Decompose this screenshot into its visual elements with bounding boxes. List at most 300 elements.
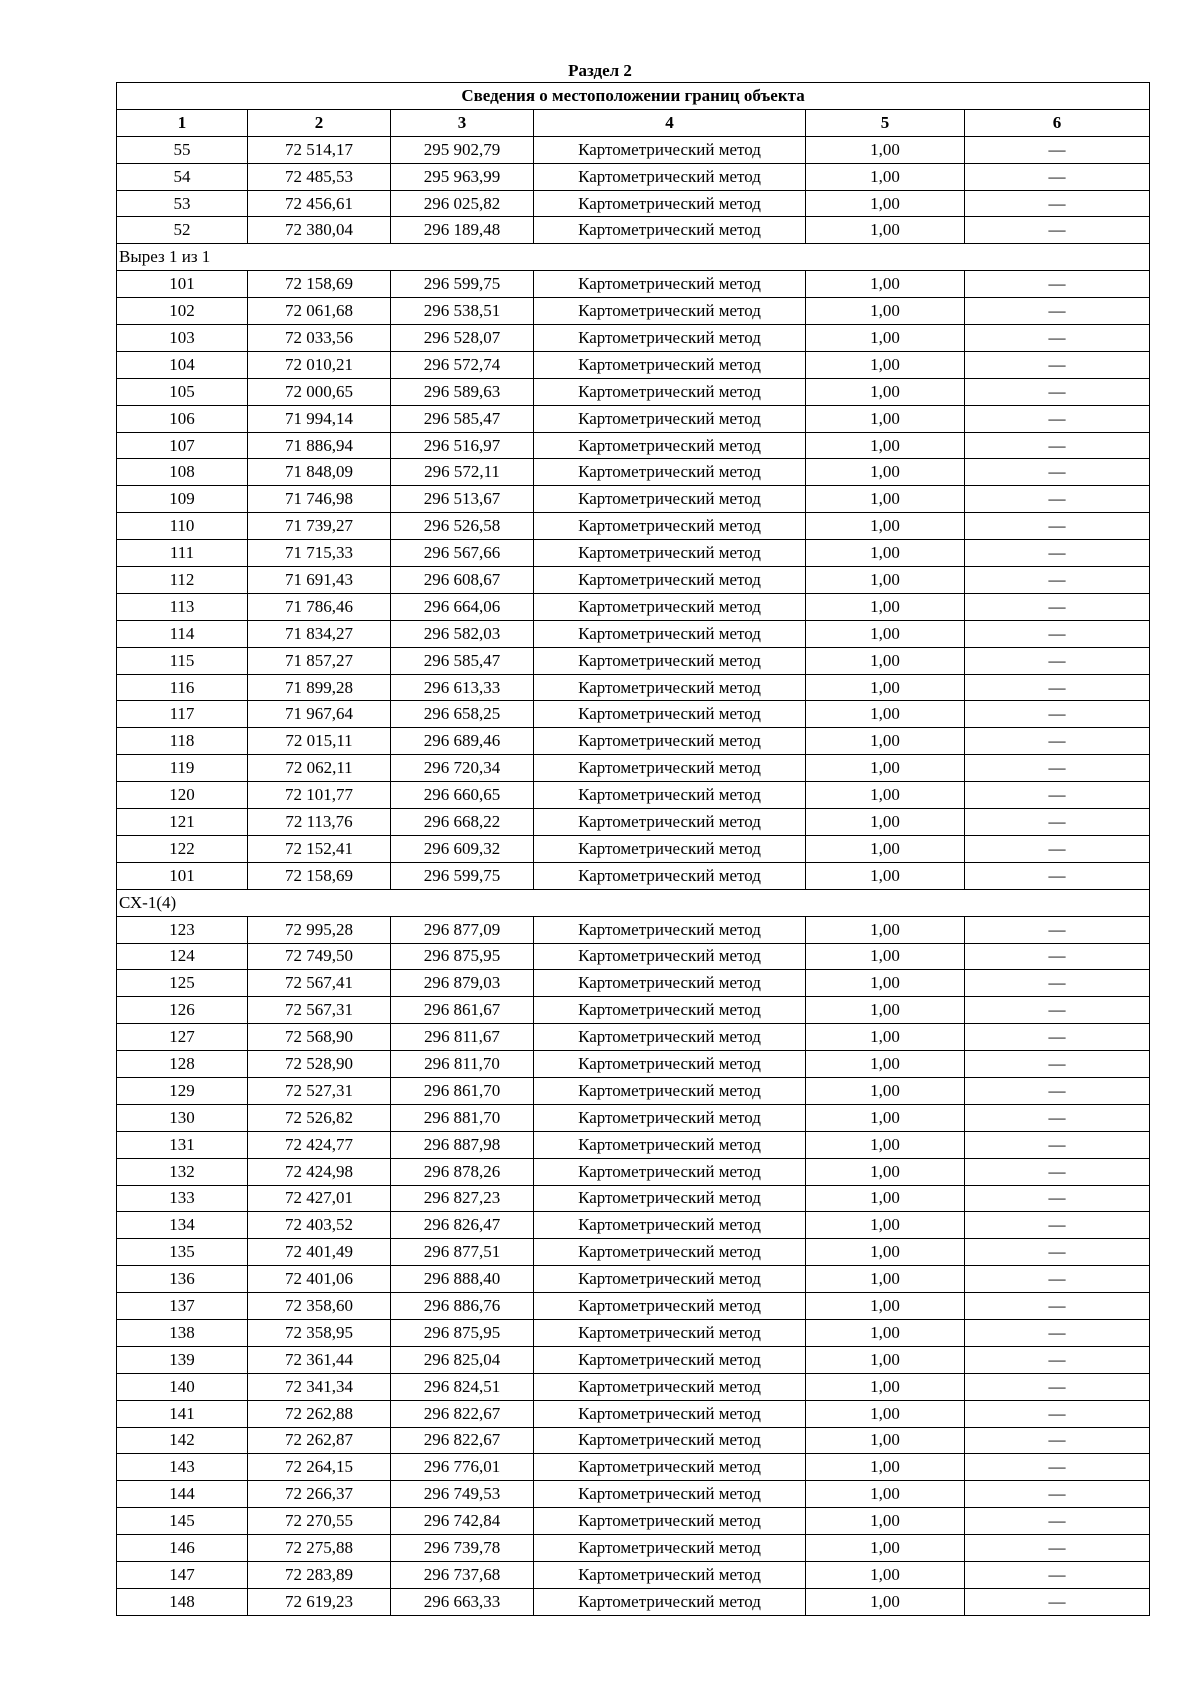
method-cell: Картометрический метод	[534, 1454, 806, 1481]
accuracy-cell: 1,00	[806, 1588, 965, 1615]
column-header: 6	[965, 109, 1150, 136]
x-coordinate-cell: 72 262,87	[248, 1427, 391, 1454]
x-coordinate-cell: 72 262,88	[248, 1400, 391, 1427]
description-cell: —	[965, 459, 1150, 486]
y-coordinate-cell: 296 811,67	[391, 1024, 534, 1051]
description-cell: —	[965, 1319, 1150, 1346]
x-coordinate-cell: 72 275,88	[248, 1535, 391, 1562]
column-header: 1	[117, 109, 248, 136]
description-cell: —	[965, 217, 1150, 244]
table-row	[117, 916, 1150, 943]
description-cell: —	[965, 970, 1150, 997]
y-coordinate-cell: 296 609,32	[391, 835, 534, 862]
point-number-cell: 131	[117, 1131, 248, 1158]
description-cell: —	[965, 1051, 1150, 1078]
method-cell: Картометрический метод	[534, 1185, 806, 1212]
y-coordinate-cell: 296 689,46	[391, 728, 534, 755]
x-coordinate-cell: 72 514,17	[248, 136, 391, 163]
table-row	[117, 1185, 1150, 1212]
description-cell: —	[965, 674, 1150, 701]
accuracy-cell: 1,00	[806, 755, 965, 782]
description-cell: —	[965, 163, 1150, 190]
point-number-cell: 107	[117, 432, 248, 459]
point-number-cell: 143	[117, 1454, 248, 1481]
point-number-cell: 123	[117, 916, 248, 943]
table-row	[117, 271, 1150, 298]
x-coordinate-cell: 72 264,15	[248, 1454, 391, 1481]
method-cell: Картометрический метод	[534, 916, 806, 943]
table-row	[117, 862, 1150, 889]
x-coordinate-cell: 72 403,52	[248, 1212, 391, 1239]
description-cell: —	[965, 1400, 1150, 1427]
point-number-cell: 53	[117, 190, 248, 217]
method-cell: Картометрический метод	[534, 862, 806, 889]
description-cell: —	[965, 1131, 1150, 1158]
method-cell: Картометрический метод	[534, 970, 806, 997]
accuracy-cell: 1,00	[806, 1508, 965, 1535]
accuracy-cell: 1,00	[806, 674, 965, 701]
description-cell: —	[965, 1346, 1150, 1373]
accuracy-cell: 1,00	[806, 567, 965, 594]
method-cell: Картометрический метод	[534, 1346, 806, 1373]
method-cell: Картометрический метод	[534, 217, 806, 244]
accuracy-cell: 1,00	[806, 1239, 965, 1266]
accuracy-cell: 1,00	[806, 190, 965, 217]
accuracy-cell: 1,00	[806, 217, 965, 244]
accuracy-cell: 1,00	[806, 593, 965, 620]
description-cell: —	[965, 190, 1150, 217]
point-number-cell: 147	[117, 1561, 248, 1588]
method-cell: Картометрический метод	[534, 1293, 806, 1320]
x-coordinate-cell: 72 485,53	[248, 163, 391, 190]
group-row	[117, 244, 1150, 271]
accuracy-cell: 1,00	[806, 486, 965, 513]
description-cell: —	[965, 1104, 1150, 1131]
x-coordinate-cell: 72 424,98	[248, 1158, 391, 1185]
point-number-cell: 114	[117, 620, 248, 647]
description-cell: —	[965, 1561, 1150, 1588]
point-number-cell: 125	[117, 970, 248, 997]
method-cell: Картометрический метод	[534, 1427, 806, 1454]
x-coordinate-cell: 71 786,46	[248, 593, 391, 620]
description-cell: —	[965, 1373, 1150, 1400]
accuracy-cell: 1,00	[806, 620, 965, 647]
accuracy-cell: 1,00	[806, 298, 965, 325]
table-row	[117, 835, 1150, 862]
description-cell: —	[965, 298, 1150, 325]
table-row	[117, 1051, 1150, 1078]
accuracy-cell: 1,00	[806, 970, 965, 997]
x-coordinate-cell: 72 113,76	[248, 809, 391, 836]
y-coordinate-cell: 296 825,04	[391, 1346, 534, 1373]
description-cell: —	[965, 943, 1150, 970]
y-coordinate-cell: 296 658,25	[391, 701, 534, 728]
description-cell: —	[965, 862, 1150, 889]
x-coordinate-cell: 72 427,01	[248, 1185, 391, 1212]
accuracy-cell: 1,00	[806, 1212, 965, 1239]
method-cell: Картометрический метод	[534, 809, 806, 836]
y-coordinate-cell: 296 886,76	[391, 1293, 534, 1320]
x-coordinate-cell: 71 967,64	[248, 701, 391, 728]
description-cell: —	[965, 728, 1150, 755]
accuracy-cell: 1,00	[806, 1185, 965, 1212]
description-cell: —	[965, 378, 1150, 405]
accuracy-cell: 1,00	[806, 1266, 965, 1293]
table-row	[117, 1454, 1150, 1481]
x-coordinate-cell: 71 994,14	[248, 405, 391, 432]
x-coordinate-cell: 72 527,31	[248, 1077, 391, 1104]
table-row	[117, 1508, 1150, 1535]
table-row	[117, 701, 1150, 728]
description-cell: —	[965, 1024, 1150, 1051]
table-row	[117, 1346, 1150, 1373]
table-row	[117, 593, 1150, 620]
table-row	[117, 217, 1150, 244]
point-number-cell: 105	[117, 378, 248, 405]
accuracy-cell: 1,00	[806, 1131, 965, 1158]
description-cell: —	[965, 701, 1150, 728]
table-row	[117, 647, 1150, 674]
x-coordinate-cell: 71 899,28	[248, 674, 391, 701]
method-cell: Картометрический метод	[534, 593, 806, 620]
accuracy-cell: 1,00	[806, 782, 965, 809]
description-cell: —	[965, 1212, 1150, 1239]
accuracy-cell: 1,00	[806, 1077, 965, 1104]
y-coordinate-cell: 296 861,70	[391, 1077, 534, 1104]
table-row	[117, 190, 1150, 217]
table-row	[117, 755, 1150, 782]
description-cell: —	[965, 1588, 1150, 1615]
table-row	[117, 1158, 1150, 1185]
description-cell: —	[965, 1508, 1150, 1535]
table-row	[117, 1561, 1150, 1588]
accuracy-cell: 1,00	[806, 835, 965, 862]
accuracy-cell: 1,00	[806, 1319, 965, 1346]
y-coordinate-cell: 296 737,68	[391, 1561, 534, 1588]
point-number-cell: 108	[117, 459, 248, 486]
table-row	[117, 163, 1150, 190]
table-row	[117, 459, 1150, 486]
y-coordinate-cell: 296 875,95	[391, 1319, 534, 1346]
description-cell: —	[965, 540, 1150, 567]
boundary-coordinates-table	[116, 82, 1150, 1616]
y-coordinate-cell: 296 742,84	[391, 1508, 534, 1535]
description-cell: —	[965, 755, 1150, 782]
y-coordinate-cell: 296 599,75	[391, 271, 534, 298]
point-number-cell: 116	[117, 674, 248, 701]
description-cell: —	[965, 1266, 1150, 1293]
point-number-cell: 141	[117, 1400, 248, 1427]
accuracy-cell: 1,00	[806, 1346, 965, 1373]
x-coordinate-cell: 72 568,90	[248, 1024, 391, 1051]
method-cell: Картометрический метод	[534, 835, 806, 862]
table-row	[117, 378, 1150, 405]
point-number-cell: 127	[117, 1024, 248, 1051]
group-row	[117, 889, 1150, 916]
method-cell: Картометрический метод	[534, 325, 806, 352]
point-number-cell: 135	[117, 1239, 248, 1266]
method-cell: Картометрический метод	[534, 647, 806, 674]
method-cell: Картометрический метод	[534, 432, 806, 459]
x-coordinate-cell: 72 062,11	[248, 755, 391, 782]
method-cell: Картометрический метод	[534, 163, 806, 190]
method-cell: Картометрический метод	[534, 1104, 806, 1131]
x-coordinate-cell: 72 995,28	[248, 916, 391, 943]
table-row	[117, 1212, 1150, 1239]
x-coordinate-cell: 72 283,89	[248, 1561, 391, 1588]
group-label: СХ-1(4)	[117, 889, 1150, 916]
x-coordinate-cell: 72 401,06	[248, 1266, 391, 1293]
y-coordinate-cell: 296 608,67	[391, 567, 534, 594]
column-header: 5	[806, 109, 965, 136]
accuracy-cell: 1,00	[806, 1024, 965, 1051]
table-row	[117, 782, 1150, 809]
table-row	[117, 943, 1150, 970]
description-cell: —	[965, 1158, 1150, 1185]
table-row	[117, 1481, 1150, 1508]
method-cell: Картометрический метод	[534, 997, 806, 1024]
point-number-cell: 52	[117, 217, 248, 244]
y-coordinate-cell: 295 902,79	[391, 136, 534, 163]
y-coordinate-cell: 296 827,23	[391, 1185, 534, 1212]
description-cell: —	[965, 351, 1150, 378]
table-caption-row	[117, 83, 1150, 110]
section-title: Раздел 2	[568, 61, 632, 80]
accuracy-cell: 1,00	[806, 1561, 965, 1588]
accuracy-cell: 1,00	[806, 647, 965, 674]
method-cell: Картометрический метод	[534, 1588, 806, 1615]
method-cell: Картометрический метод	[534, 1561, 806, 1588]
y-coordinate-cell: 296 739,78	[391, 1535, 534, 1562]
accuracy-cell: 1,00	[806, 1104, 965, 1131]
method-cell: Картометрический метод	[534, 943, 806, 970]
method-cell: Картометрический метод	[534, 567, 806, 594]
y-coordinate-cell: 296 599,75	[391, 862, 534, 889]
point-number-cell: 101	[117, 862, 248, 889]
table-row	[117, 970, 1150, 997]
x-coordinate-cell: 72 158,69	[248, 271, 391, 298]
description-cell: —	[965, 325, 1150, 352]
point-number-cell: 112	[117, 567, 248, 594]
accuracy-cell: 1,00	[806, 432, 965, 459]
accuracy-cell: 1,00	[806, 136, 965, 163]
point-number-cell: 120	[117, 782, 248, 809]
y-coordinate-cell: 296 749,53	[391, 1481, 534, 1508]
accuracy-cell: 1,00	[806, 1373, 965, 1400]
description-cell: —	[965, 405, 1150, 432]
method-cell: Картометрический метод	[534, 513, 806, 540]
table-row	[117, 567, 1150, 594]
column-header: 2	[248, 109, 391, 136]
accuracy-cell: 1,00	[806, 1400, 965, 1427]
description-cell: —	[965, 1239, 1150, 1266]
point-number-cell: 128	[117, 1051, 248, 1078]
method-cell: Картометрический метод	[534, 298, 806, 325]
table-row	[117, 136, 1150, 163]
point-number-cell: 122	[117, 835, 248, 862]
table-row	[117, 540, 1150, 567]
method-cell: Картометрический метод	[534, 1158, 806, 1185]
group-label: Вырез 1 из 1	[117, 244, 1150, 271]
point-number-cell: 142	[117, 1427, 248, 1454]
method-cell: Картометрический метод	[534, 378, 806, 405]
point-number-cell: 145	[117, 1508, 248, 1535]
table-row	[117, 997, 1150, 1024]
point-number-cell: 110	[117, 513, 248, 540]
accuracy-cell: 1,00	[806, 916, 965, 943]
y-coordinate-cell: 296 668,22	[391, 809, 534, 836]
point-number-cell: 140	[117, 1373, 248, 1400]
x-coordinate-cell: 72 015,11	[248, 728, 391, 755]
point-number-cell: 126	[117, 997, 248, 1024]
point-number-cell: 118	[117, 728, 248, 755]
point-number-cell: 109	[117, 486, 248, 513]
table-caption: Сведения о местоположении границ объекта	[117, 83, 1150, 110]
x-coordinate-cell: 72 266,37	[248, 1481, 391, 1508]
description-cell: —	[965, 835, 1150, 862]
accuracy-cell: 1,00	[806, 405, 965, 432]
table-body	[117, 136, 1150, 1615]
table-row	[117, 513, 1150, 540]
description-cell: —	[965, 432, 1150, 459]
x-coordinate-cell: 71 848,09	[248, 459, 391, 486]
description-cell: —	[965, 782, 1150, 809]
accuracy-cell: 1,00	[806, 809, 965, 836]
x-coordinate-cell: 72 424,77	[248, 1131, 391, 1158]
method-cell: Картометрический метод	[534, 405, 806, 432]
method-cell: Картометрический метод	[534, 755, 806, 782]
y-coordinate-cell: 296 025,82	[391, 190, 534, 217]
y-coordinate-cell: 296 663,33	[391, 1588, 534, 1615]
description-cell: —	[965, 916, 1150, 943]
description-cell: —	[965, 567, 1150, 594]
method-cell: Картометрический метод	[534, 1131, 806, 1158]
x-coordinate-cell: 72 158,69	[248, 862, 391, 889]
description-cell: —	[965, 513, 1150, 540]
method-cell: Картометрический метод	[534, 620, 806, 647]
y-coordinate-cell: 296 877,09	[391, 916, 534, 943]
x-coordinate-cell: 72 061,68	[248, 298, 391, 325]
description-cell: —	[965, 271, 1150, 298]
y-coordinate-cell: 296 822,67	[391, 1400, 534, 1427]
x-coordinate-cell: 71 691,43	[248, 567, 391, 594]
table-row	[117, 728, 1150, 755]
method-cell: Картометрический метод	[534, 1535, 806, 1562]
x-coordinate-cell: 72 358,95	[248, 1319, 391, 1346]
method-cell: Картометрический метод	[534, 782, 806, 809]
table-row	[117, 1104, 1150, 1131]
point-number-cell: 54	[117, 163, 248, 190]
y-coordinate-cell: 296 861,67	[391, 997, 534, 1024]
y-coordinate-cell: 296 881,70	[391, 1104, 534, 1131]
point-number-cell: 111	[117, 540, 248, 567]
method-cell: Картометрический метод	[534, 136, 806, 163]
description-cell: —	[965, 809, 1150, 836]
description-cell: —	[965, 593, 1150, 620]
y-coordinate-cell: 296 582,03	[391, 620, 534, 647]
y-coordinate-cell: 296 585,47	[391, 647, 534, 674]
point-number-cell: 138	[117, 1319, 248, 1346]
y-coordinate-cell: 296 822,67	[391, 1427, 534, 1454]
accuracy-cell: 1,00	[806, 997, 965, 1024]
y-coordinate-cell: 296 879,03	[391, 970, 534, 997]
method-cell: Картометрический метод	[534, 351, 806, 378]
y-coordinate-cell: 296 572,74	[391, 351, 534, 378]
point-number-cell: 133	[117, 1185, 248, 1212]
accuracy-cell: 1,00	[806, 378, 965, 405]
table-row	[117, 298, 1150, 325]
method-cell: Картометрический метод	[534, 459, 806, 486]
x-coordinate-cell: 72 361,44	[248, 1346, 391, 1373]
description-cell: —	[965, 1454, 1150, 1481]
x-coordinate-cell: 72 341,34	[248, 1373, 391, 1400]
table-row	[117, 351, 1150, 378]
table-row	[117, 620, 1150, 647]
point-number-cell: 139	[117, 1346, 248, 1373]
x-coordinate-cell: 71 746,98	[248, 486, 391, 513]
point-number-cell: 115	[117, 647, 248, 674]
x-coordinate-cell: 72 152,41	[248, 835, 391, 862]
y-coordinate-cell: 296 589,63	[391, 378, 534, 405]
table-row	[117, 1293, 1150, 1320]
y-coordinate-cell: 296 528,07	[391, 325, 534, 352]
method-cell: Картометрический метод	[534, 1373, 806, 1400]
method-cell: Картометрический метод	[534, 674, 806, 701]
x-coordinate-cell: 71 857,27	[248, 647, 391, 674]
x-coordinate-cell: 71 715,33	[248, 540, 391, 567]
y-coordinate-cell: 295 963,99	[391, 163, 534, 190]
table-row	[117, 1427, 1150, 1454]
method-cell: Картометрический метод	[534, 1266, 806, 1293]
column-number-row	[117, 109, 1150, 136]
accuracy-cell: 1,00	[806, 459, 965, 486]
table-row	[117, 1239, 1150, 1266]
table-row	[117, 1266, 1150, 1293]
point-number-cell: 102	[117, 298, 248, 325]
x-coordinate-cell: 72 101,77	[248, 782, 391, 809]
y-coordinate-cell: 296 613,33	[391, 674, 534, 701]
x-coordinate-cell: 71 739,27	[248, 513, 391, 540]
accuracy-cell: 1,00	[806, 351, 965, 378]
y-coordinate-cell: 296 567,66	[391, 540, 534, 567]
method-cell: Картометрический метод	[534, 1212, 806, 1239]
point-number-cell: 101	[117, 271, 248, 298]
table-row	[117, 432, 1150, 459]
table-row	[117, 1400, 1150, 1427]
x-coordinate-cell: 72 270,55	[248, 1508, 391, 1535]
y-coordinate-cell: 296 888,40	[391, 1266, 534, 1293]
x-coordinate-cell: 72 567,31	[248, 997, 391, 1024]
method-cell: Картометрический метод	[534, 1508, 806, 1535]
description-cell: —	[965, 997, 1150, 1024]
point-number-cell: 129	[117, 1077, 248, 1104]
accuracy-cell: 1,00	[806, 1293, 965, 1320]
y-coordinate-cell: 296 572,11	[391, 459, 534, 486]
table-row	[117, 1131, 1150, 1158]
point-number-cell: 124	[117, 943, 248, 970]
point-number-cell: 148	[117, 1588, 248, 1615]
table-row	[117, 325, 1150, 352]
accuracy-cell: 1,00	[806, 513, 965, 540]
method-cell: Картометрический метод	[534, 271, 806, 298]
method-cell: Картометрический метод	[534, 1077, 806, 1104]
y-coordinate-cell: 296 513,67	[391, 486, 534, 513]
x-coordinate-cell: 72 749,50	[248, 943, 391, 970]
point-number-cell: 136	[117, 1266, 248, 1293]
description-cell: —	[965, 1535, 1150, 1562]
method-cell: Картометрический метод	[534, 728, 806, 755]
column-header: 4	[534, 109, 806, 136]
